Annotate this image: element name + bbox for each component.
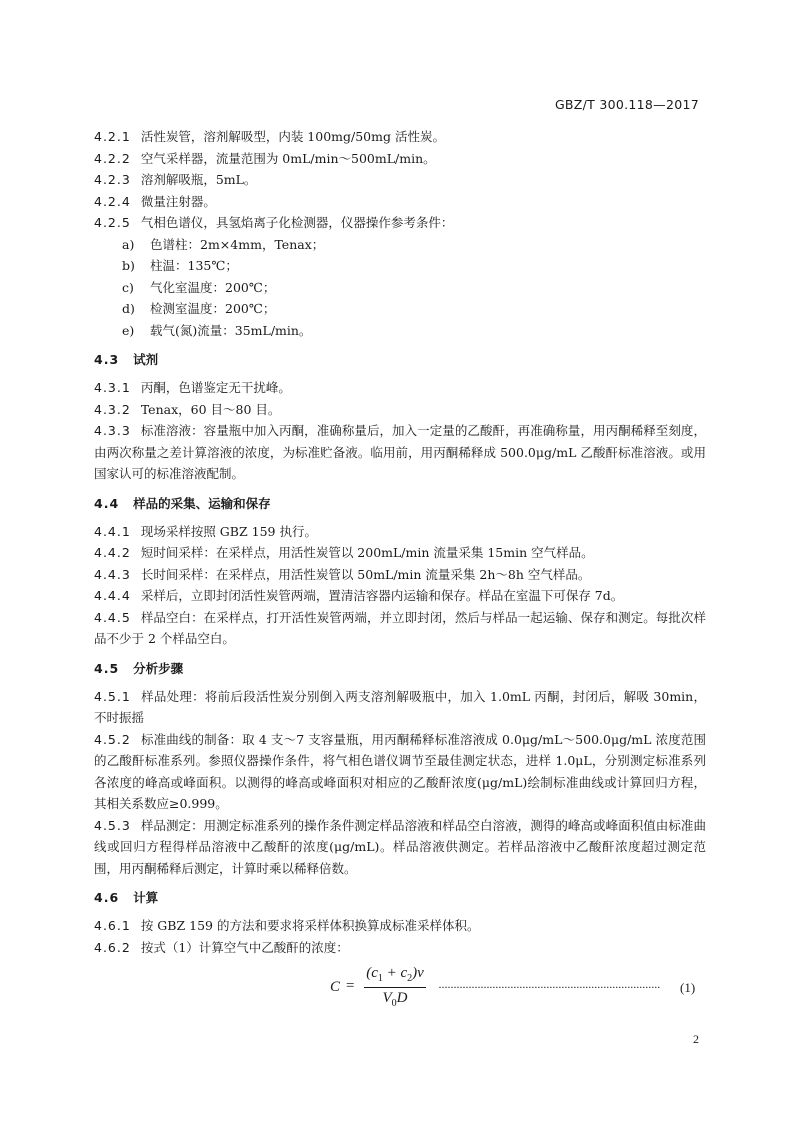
subscript-1: 1 — [377, 973, 383, 984]
list-item — [94, 607, 706, 650]
list-item — [94, 937, 706, 959]
clause-number: 4.3.1 — [94, 380, 131, 395]
list-item — [94, 915, 706, 937]
condition-label: a) — [122, 236, 135, 252]
list-item — [94, 399, 706, 421]
clause-text: 样品处理：将前后段活性炭分别倒入两支溶剂解吸瓶中，加入 1.0mL 丙酮，封闭后，解吸 30min，不时振摇 — [94, 688, 706, 725]
clause-number: 4.5.2 — [94, 731, 131, 747]
section-title: 分析步骤 — [133, 660, 184, 676]
formula-denominator — [364, 990, 426, 1009]
clause-number: 4.5.3 — [94, 817, 131, 833]
clause-text: 溶剂解吸瓶，5mL。 — [140, 172, 257, 187]
clause-number: 4.4.2 — [94, 545, 131, 560]
clause-text: 按式（1）计算空气中乙酸酐的浓度： — [140, 939, 349, 955]
condition-text: 柱温：135℃； — [150, 258, 238, 273]
condition-item — [94, 320, 706, 342]
denominator-v: V — [382, 990, 392, 1006]
clause-text: 标准曲线的制备：取 4 支～7 支容量瓶，用丙酮稀释标准溶液成 0.0μg/mL～500.0μg/mL 浓度范围的乙酸酐标准系列。参照仪器操作条件，将气相色谱仪调节至最佳测定状态，进样 1.0μL，分别测定标准系列各浓度的峰高或峰面积。以测得的峰高或峰面积对相应的乙酸酐浓度(μg/mL)绘制标准曲线或计算回归方程，其相关系数应≥0.999。 — [94, 731, 706, 811]
clause-number: 4.6.2 — [94, 939, 131, 955]
condition-text: 气化室温度：200℃； — [150, 279, 276, 295]
clause-number: 4.6.1 — [94, 918, 131, 933]
numerator-plus: + c — [382, 965, 408, 981]
clause-text: 按 GBZ 159 的方法和要求将采样体积换算成标准采样体积。 — [140, 918, 480, 933]
subscript-2: 2 — [407, 973, 413, 984]
formula-lhs: C — [330, 979, 341, 995]
list-item — [94, 377, 706, 399]
list-item — [94, 564, 706, 586]
section-number: 4.6 — [94, 890, 120, 905]
condition-label: b) — [122, 258, 135, 273]
numerator-start: (c — [366, 965, 378, 981]
clause-number: 4.2.4 — [94, 193, 131, 209]
section-heading-calculation — [94, 887, 706, 909]
subscript-0: 0 — [391, 998, 397, 1009]
clause-number: 4.2.5 — [94, 215, 131, 230]
equipment-list — [94, 126, 706, 234]
instrument-conditions — [94, 234, 706, 342]
clause-text: 空气采样器，流量范围为 0mL/min～500mL/min。 — [140, 150, 436, 166]
formula-equals: = — [346, 978, 355, 994]
clause-text: 短时间采样：在采样点，用活性炭管以 200mL/min 流量采集 15min 空气样品。 — [140, 545, 594, 560]
clause-number: 4.2.2 — [94, 150, 131, 166]
clause-text: 活性炭管，溶剂解吸型，内装 100mg/50mg 活性炭。 — [140, 129, 445, 144]
condition-label: d) — [122, 301, 135, 316]
condition-item — [94, 234, 706, 256]
clause-text: 样品测定：用测定标准系列的操作条件测定样品溶液和样品空白溶液，测得的峰高或峰面积值由标准曲线或回归方程得样品溶液中乙酸酐的浓度(μg/mL)。样品溶液供测定。若样品溶液中乙酸酐浓度超过测定范围，用丙酮稀释后测定，计算时乘以稀释倍数。 — [94, 817, 706, 876]
equation-number: (1) — [680, 980, 696, 995]
clause-text: 丙酮，色谱鉴定无干扰峰。 — [140, 380, 291, 395]
section-title: 样品的采集、运输和保存 — [133, 495, 271, 511]
clause-text: 现场采样按照 GBZ 159 执行。 — [140, 523, 317, 539]
clause-text: 标准溶液：容量瓶中加入丙酮，准确称量后，加入一定量的乙酸酐，再准确称量，用丙酮稀释至刻度，由两次称量之差计算溶液的浓度，为标准贮备液。临用前，用丙酮稀释成 500.0μg/mL 乙酸酐标准溶液。或用国家认可的标准溶液配制。 — [94, 423, 706, 481]
clause-text: 微量注射器。 — [140, 193, 216, 209]
section-number: 4.4 — [94, 495, 120, 511]
section-title: 试剂 — [133, 352, 159, 367]
condition-item — [94, 255, 706, 277]
clause-number: 4.4.3 — [94, 566, 131, 582]
condition-text: 载气(氮)流量：35mL/min。 — [150, 322, 312, 338]
list-item — [94, 169, 706, 191]
clause-number: 4.4.4 — [94, 588, 131, 603]
clause-number: 4.2.1 — [94, 129, 131, 144]
list-item — [94, 126, 706, 148]
list-item — [94, 815, 706, 880]
clause-text: 长时间采样：在采样点，用活性炭管以 50mL/min 流量采集 2h～8h 空气样品。 — [140, 566, 591, 582]
list-item — [94, 521, 706, 543]
clause-number: 4.3.3 — [94, 423, 131, 438]
list-item — [94, 212, 706, 234]
document-body — [94, 126, 706, 958]
condition-item — [94, 298, 706, 320]
condition-text: 色谱柱：2m×4mm，Tenax； — [150, 236, 325, 252]
fraction-bar — [364, 987, 426, 988]
section-heading-sampling — [94, 493, 706, 515]
list-item — [94, 686, 706, 729]
section-title: 计算 — [133, 890, 159, 905]
clause-number: 4.4.1 — [94, 523, 131, 539]
list-item — [94, 420, 706, 485]
numerator-end: )v — [412, 965, 424, 981]
section-number: 4.3 — [94, 352, 120, 367]
condition-text: 检测室温度：200℃； — [150, 301, 276, 316]
page-number: 2 — [693, 1032, 699, 1046]
clause-number: 4.3.2 — [94, 401, 131, 417]
clause-text: 采样后，立即封闭活性炭管两端，置清洁容器内运输和保存。样品在室温下可保存 7d。 — [140, 588, 624, 603]
clause-number: 4.2.3 — [94, 172, 131, 187]
clause-number: 4.4.5 — [94, 609, 131, 625]
list-item — [94, 191, 706, 213]
condition-label: c) — [122, 279, 134, 295]
clause-number: 4.5.1 — [94, 688, 131, 704]
formula-leader-dots: ·········································································· — [438, 980, 660, 994]
section-heading-analysis — [94, 658, 706, 680]
condition-item — [94, 277, 706, 299]
clause-text: 样品空白：在采样点，打开活性炭管两端，并立即封闭，然后与样品一起运输、保存和测定。每批次样品不少于 2 个样品空白。 — [94, 609, 706, 646]
clause-text: 气相色谱仪，具氢焰离子化检测器，仪器操作参考条件： — [140, 215, 454, 230]
section-number: 4.5 — [94, 660, 120, 676]
concentration-formula — [326, 965, 706, 1015]
clause-text: Tenax，60 目～80 目。 — [140, 401, 281, 417]
list-item — [94, 585, 706, 607]
denominator-d: D — [396, 990, 408, 1006]
list-item — [94, 729, 706, 815]
standard-code: GBZ/T 300.118—2017 — [554, 97, 699, 112]
section-heading-reagents — [94, 349, 706, 371]
formula-numerator — [364, 965, 426, 984]
condition-label: e) — [122, 322, 135, 338]
list-item — [94, 148, 706, 170]
list-item — [94, 542, 706, 564]
